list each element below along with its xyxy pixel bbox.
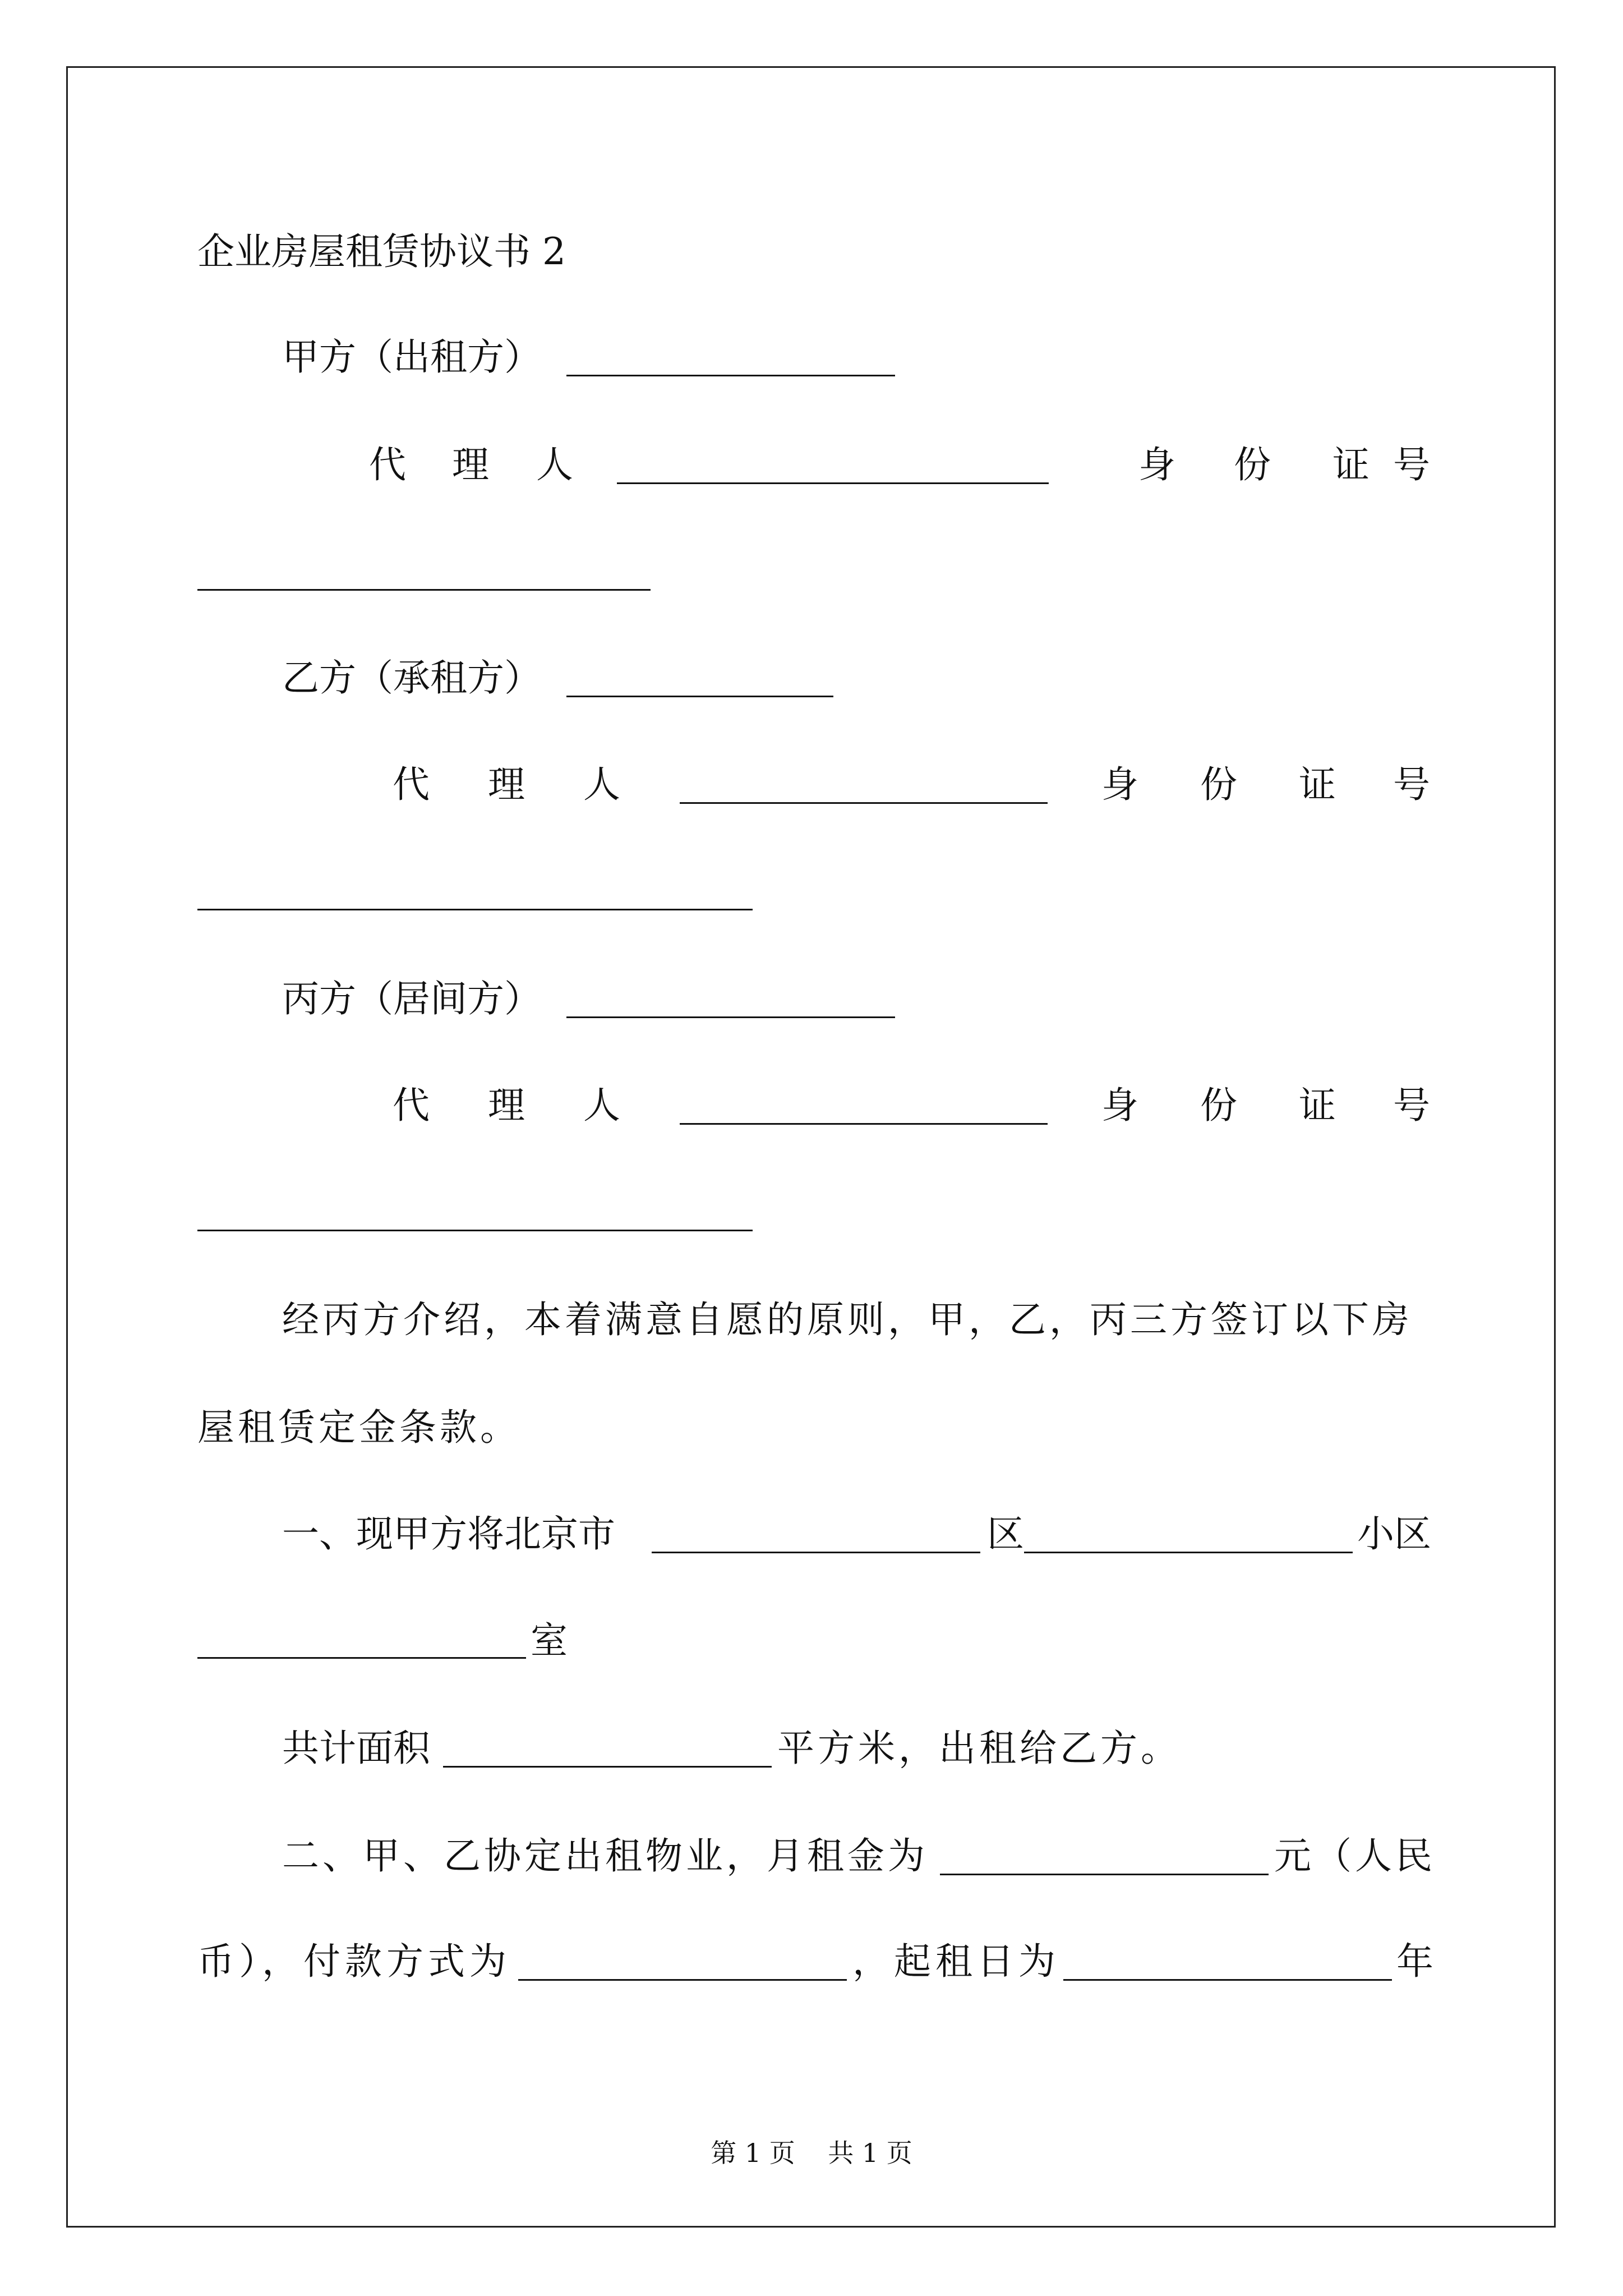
id-b-char-3: 证 xyxy=(1299,763,1336,806)
agent-b-char-2: 理 xyxy=(488,763,525,806)
id-b-char-1: 身 xyxy=(1101,763,1138,806)
agent-a-blank[interactable] xyxy=(617,482,1049,484)
community-blank[interactable] xyxy=(1024,1552,1353,1553)
party-b-label: 乙方（承租方） xyxy=(282,656,541,700)
party-a-label: 甲方（出租方） xyxy=(282,335,541,379)
id-a-char-2: 份 xyxy=(1234,443,1271,486)
id-c-char-3: 证 xyxy=(1299,1084,1336,1127)
clause1-prefix: 一、现甲方将北京市 xyxy=(282,1512,615,1556)
id-a-char-1: 身 xyxy=(1138,443,1175,486)
page-number: 第 1 页 共 1 页 xyxy=(711,2138,912,2168)
id-c-char-4: 号 xyxy=(1393,1084,1430,1127)
area-blank[interactable] xyxy=(443,1766,772,1768)
room-blank[interactable] xyxy=(197,1657,526,1659)
start-date-blank[interactable] xyxy=(1063,1979,1392,1981)
payment-method-blank[interactable] xyxy=(518,1979,847,1981)
rent-blank[interactable] xyxy=(940,1874,1269,1875)
id-b-char-2: 份 xyxy=(1200,763,1237,806)
area-prefix: 共计面积 xyxy=(282,1727,430,1770)
party-b-blank[interactable] xyxy=(566,696,833,697)
id-b-blank[interactable] xyxy=(197,909,753,910)
clause1-district: 区 xyxy=(987,1512,1024,1556)
agent-c-char-2: 理 xyxy=(488,1084,525,1127)
id-b-char-4: 号 xyxy=(1393,763,1430,806)
id-c-blank[interactable] xyxy=(197,1230,753,1231)
agent-a-char-2: 理 xyxy=(452,443,489,486)
agent-a-char-1: 代 xyxy=(369,443,406,486)
agent-b-blank[interactable] xyxy=(680,802,1048,804)
clause2-prefix: 二、甲、乙协定出租物业，月租金为 xyxy=(282,1834,928,1878)
clause1-community: 小区 xyxy=(1357,1512,1431,1556)
intro-line-1: 经丙方介绍，本着满意自愿的原则，甲，乙，丙三方签订以下房 xyxy=(282,1298,1413,1341)
agent-b-char-1: 代 xyxy=(393,763,430,806)
intro-line-2: 屋租赁定金条款。 xyxy=(197,1406,520,1449)
party-a-blank[interactable] xyxy=(566,375,895,376)
agent-c-char-3: 人 xyxy=(583,1084,620,1127)
clause2-line2-end: 年 xyxy=(1396,1940,1433,1983)
agent-c-blank[interactable] xyxy=(680,1123,1048,1125)
area-suffix: 平方米，出租给乙方。 xyxy=(777,1727,1181,1770)
page-border xyxy=(66,66,1556,2228)
id-c-char-1: 身 xyxy=(1101,1084,1138,1127)
city-district-blank[interactable] xyxy=(652,1552,980,1553)
party-c-blank[interactable] xyxy=(566,1016,895,1018)
agent-a-char-3: 人 xyxy=(536,443,573,486)
id-a-char-4: 号 xyxy=(1393,443,1430,486)
clause2-suffix: 元（人民 xyxy=(1274,1834,1436,1878)
clause2-line2-prefix: 币），付款方式为 xyxy=(197,1940,511,1983)
document-title: 企业房屋租赁协议书 2 xyxy=(197,230,566,273)
party-c-label: 丙方（居间方） xyxy=(282,977,541,1020)
agent-c-char-1: 代 xyxy=(393,1084,430,1127)
clause2-line2-mid: ，起租日为 xyxy=(852,1940,1060,1983)
agent-b-char-3: 人 xyxy=(583,763,620,806)
clause1-room: 室 xyxy=(531,1619,568,1662)
id-a-char-3: 证 xyxy=(1332,443,1370,486)
id-c-char-2: 份 xyxy=(1200,1084,1237,1127)
id-a-blank[interactable] xyxy=(197,589,651,591)
